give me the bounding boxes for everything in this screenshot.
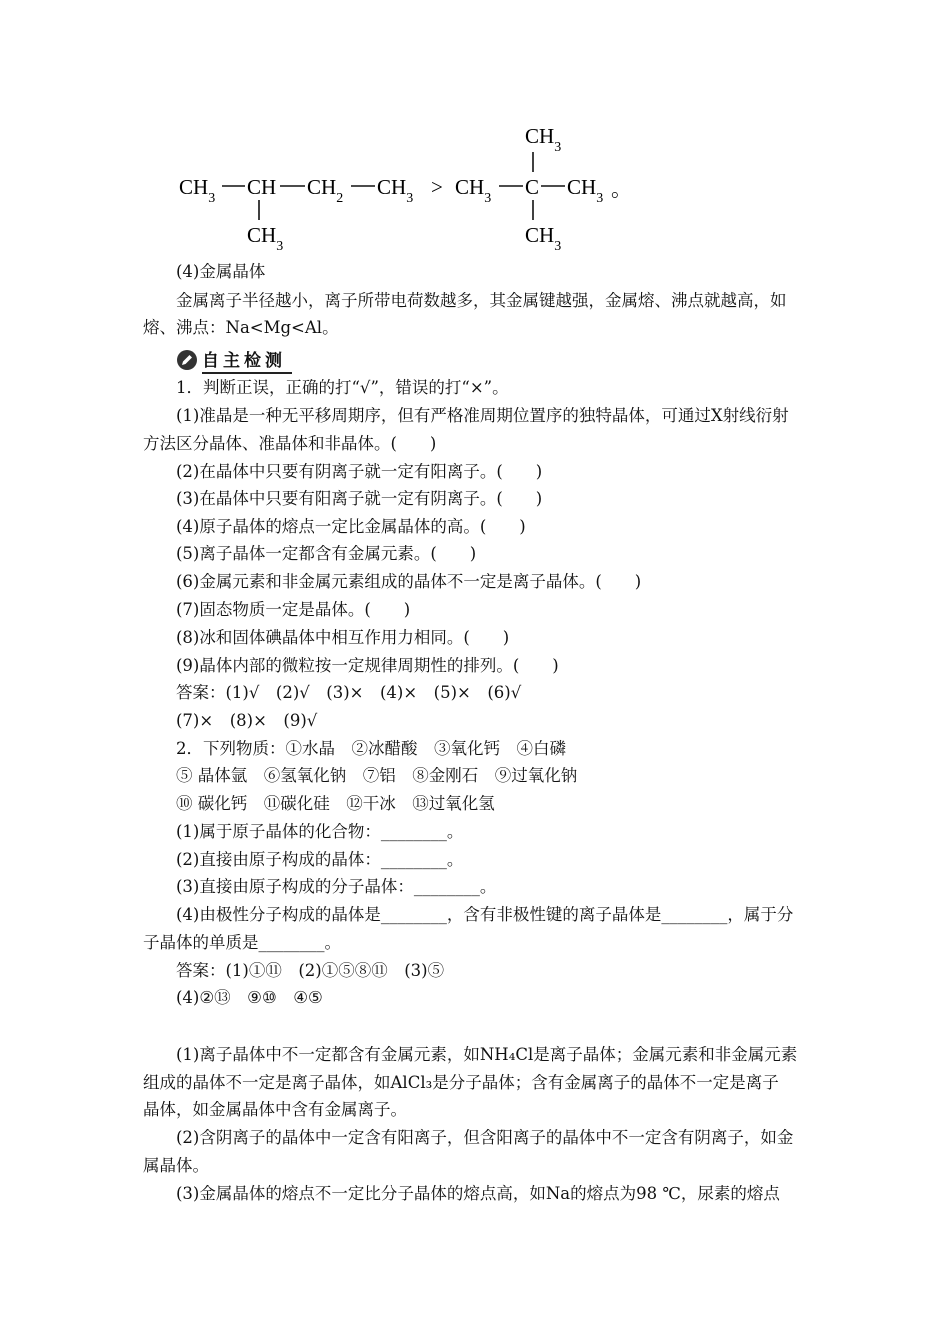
question-item: (5)离子晶体一定都含有金属元素。( ) bbox=[176, 544, 477, 563]
substance-list: ⑩ 碳化钙 ⑪碳化硅 ⑫干冰 ⑬过氧化氢 bbox=[176, 794, 495, 813]
right-ch3-right: $CH_3$ bbox=[567, 175, 604, 206]
answer-line: 答案：(1)①⑪ (2)①⑤⑧⑪ (3)⑤ bbox=[176, 961, 445, 980]
structural-formula bbox=[175, 120, 655, 260]
right-ch3-top: $CH_3$ bbox=[525, 124, 562, 155]
question-item: (9)晶体内部的微粒按一定规律周期性的排列。( ) bbox=[176, 656, 559, 675]
section-heading: (4)金属晶体 bbox=[176, 262, 266, 281]
right-c: C bbox=[525, 175, 540, 199]
question-item: (6)金属元素和非金属元素组成的晶体不一定是离子晶体。( ) bbox=[176, 572, 642, 591]
note-line: (2)含阴离子的晶体中一定含有阳离子，但含阳离子的晶体中不一定含有阴离子，如金 bbox=[176, 1128, 794, 1147]
answer-line: (4)②⑬ ⑨⑩ ④⑤ bbox=[176, 988, 323, 1007]
note-line: 组成的晶体不一定是离子晶体，如AlCl₃是分子晶体；含有金属离子的晶体不一定是离子 bbox=[143, 1073, 779, 1092]
question-title: 1．判断正误，正确的打“√”，错误的打“×”。 bbox=[176, 378, 509, 397]
substance-list: ⑤ 晶体氩 ⑥氢氧化钠 ⑦铝 ⑧金刚石 ⑨过氧化钠 bbox=[176, 766, 578, 785]
end-mark: 。 bbox=[611, 177, 632, 201]
note-line: (3)金属晶体的熔点不一定比分子晶体的熔点高，如Na的熔点为98 ℃，尿素的熔点 bbox=[176, 1184, 780, 1203]
note-line: 晶体，如金属晶体中含有金属离子。 bbox=[143, 1100, 407, 1119]
self-check-badge bbox=[176, 346, 292, 374]
question-item: 子晶体的单质是________。 bbox=[143, 933, 341, 952]
paragraph-line: 熔、沸点：Na<Mg<Al。 bbox=[143, 318, 339, 337]
formula-drawing bbox=[175, 120, 655, 260]
greater-than: > bbox=[431, 175, 443, 199]
right-ch3-left: $CH_3$ bbox=[455, 175, 492, 206]
answer-line: 答案：(1)√ (2)√ (3)× (4)× (5)× (6)√ bbox=[176, 683, 522, 702]
left-ch: CH bbox=[247, 175, 277, 199]
pencil-circle-icon bbox=[176, 349, 198, 371]
left-ch3-2: $CH_3$ bbox=[377, 175, 414, 206]
question-item: 方法区分晶体、准晶体和非晶体。( ) bbox=[143, 434, 437, 453]
question-item: (2)在晶体中只要有阴离子就一定有阳离子。( ) bbox=[176, 462, 543, 481]
left-ch2: $CH_2$ bbox=[307, 175, 344, 206]
question-item: (7)固态物质一定是晶体。( ) bbox=[176, 600, 411, 619]
note-line: (1)离子晶体中不一定都含有金属元素，如NH₄Cl是离子晶体；金属元素和非金属元素 bbox=[176, 1045, 798, 1064]
question-title: 2．下列物质：①水晶 ②冰醋酸 ③氧化钙 ④白磷 bbox=[176, 739, 566, 758]
paragraph-line: 金属离子半径越小，离子所带电荷数越多，其金属键越强，金属熔、沸点就越高，如 bbox=[176, 291, 787, 310]
answer-line: (7)× (8)× (9)√ bbox=[176, 711, 318, 730]
left-branch: $CH_3$ bbox=[247, 223, 284, 254]
left-ch3-1: $CH_3$ bbox=[179, 175, 216, 206]
right-ch3-bottom: $CH_3$ bbox=[525, 223, 562, 254]
badge-label: 自主检测 bbox=[202, 346, 292, 374]
question-item: (4)原子晶体的熔点一定比金属晶体的高。( ) bbox=[176, 517, 526, 536]
question-item: (1)属于原子晶体的化合物：________。 bbox=[176, 822, 464, 841]
note-line: 属晶体。 bbox=[143, 1156, 209, 1175]
question-item: (4)由极性分子构成的晶体是________，含有非极性键的离子晶体是________，属于分 bbox=[176, 905, 794, 924]
question-item: (3)在晶体中只要有阳离子就一定有阴离子。( ) bbox=[176, 489, 543, 508]
question-item: (1)准晶是一种无平移周期序，但有严格准周期位置序的独特晶体，可通过X射线衍射 bbox=[176, 406, 789, 425]
question-item: (8)冰和固体碘晶体中相互作用力相同。( ) bbox=[176, 628, 510, 647]
question-item: (2)直接由原子构成的晶体：________。 bbox=[176, 850, 464, 869]
question-item: (3)直接由原子构成的分子晶体：________。 bbox=[176, 877, 497, 896]
